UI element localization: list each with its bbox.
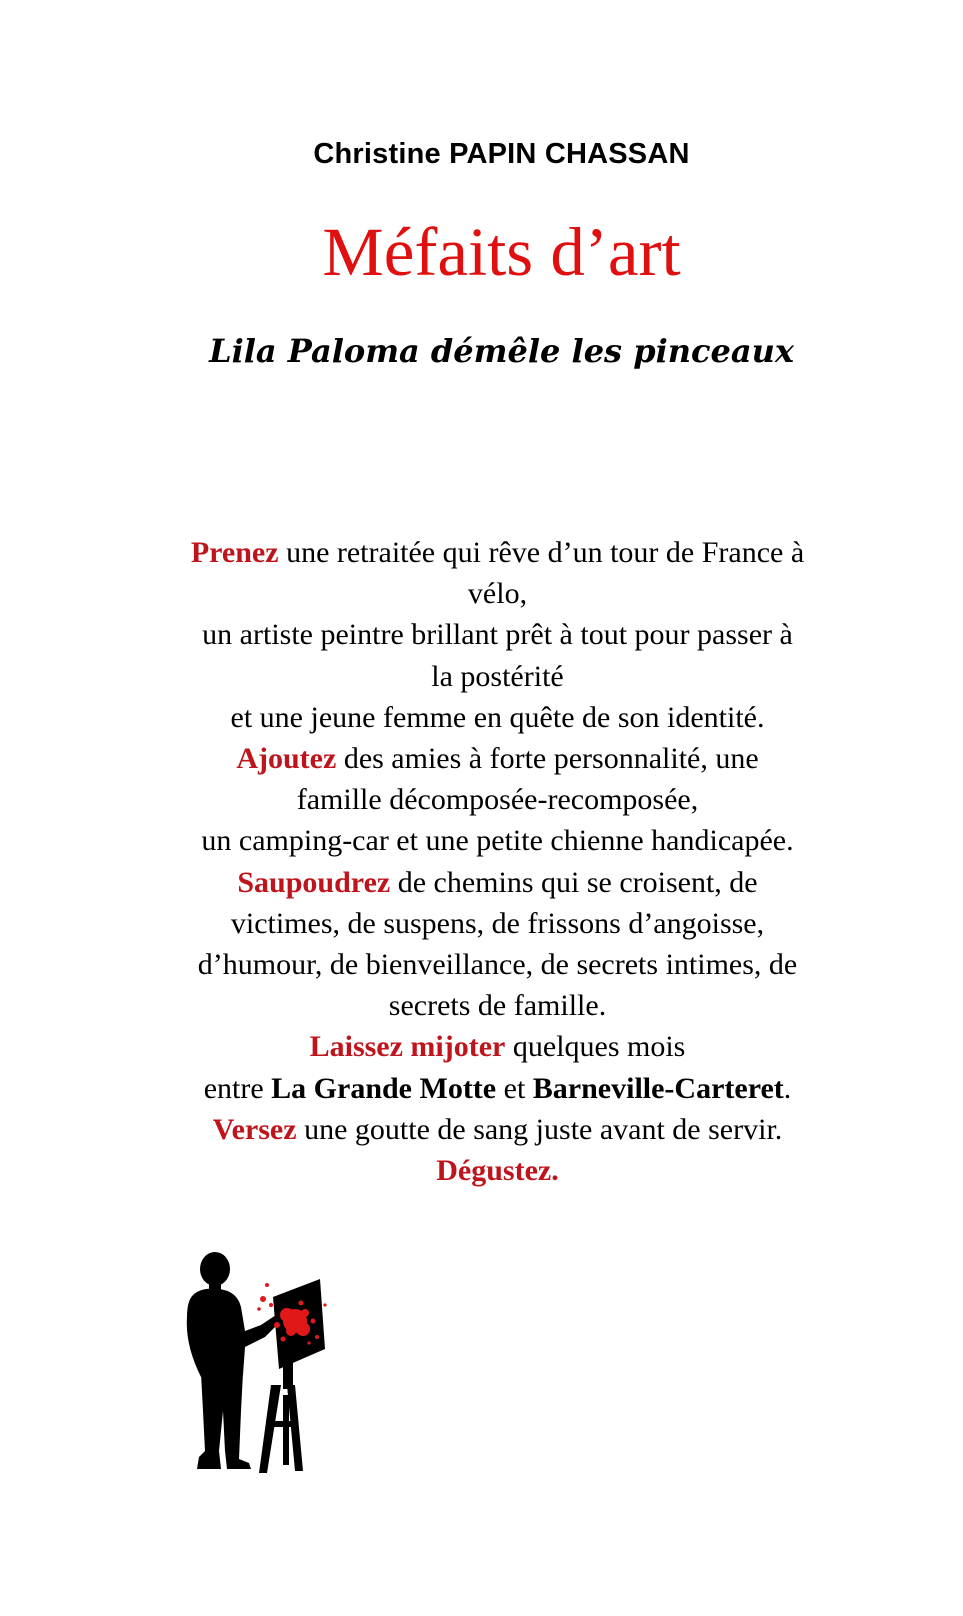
keyword-prenez: Prenez [190, 536, 279, 569]
blurb-text: quelques mois [505, 1030, 686, 1064]
blurb-line [130, 862, 865, 903]
blurb-line [130, 532, 865, 573]
keyword-laissez-mijoter: Laissez mijoter [309, 1030, 506, 1064]
blurb-text: des amies à forte personnalité, une [336, 742, 759, 776]
blurb-line: la postérité [431, 659, 564, 693]
blurb-text: de chemins qui se croisent, de [390, 865, 758, 899]
blurb-text: une goutte de sang juste avant de servir. [296, 1112, 783, 1146]
blurb-text: une retraitée qui rêve d’un tour de France à [278, 536, 805, 569]
place-barneville-carteret: Barneville-Carteret [532, 1071, 784, 1105]
blurb-line: d’humour, de bienveillance, de secrets intimes, de [197, 948, 798, 982]
blurb-text: entre [203, 1071, 272, 1105]
keyword-saupoudrez: Saupoudrez [237, 865, 391, 899]
blurb-line [130, 1068, 865, 1109]
keyword-versez: Versez [212, 1112, 297, 1146]
place-la-grande-motte: La Grande Motte [271, 1071, 497, 1105]
painter-at-easel-silhouette-icon [175, 1245, 375, 1480]
blurb-line: et une jeune femme en quête de son identité. [230, 700, 765, 734]
keyword-degustez: Dégustez. [436, 1154, 559, 1188]
blurb-text: et [496, 1071, 533, 1105]
blurb-line: vélo, [467, 577, 528, 611]
blurb-line: un camping-car et une petite chienne handicapée. [201, 824, 794, 858]
blurb-text: . [783, 1071, 792, 1105]
blurb-line: famille décomposée-recomposée, [296, 783, 699, 817]
blurb-line: secrets de famille. [388, 989, 607, 1023]
keyword-ajoutez: Ajoutez [236, 742, 337, 776]
blurb-line [130, 738, 865, 779]
author-name: Christine PAPIN CHASSAN [313, 138, 690, 170]
blurb-line: un artiste peintre brillant prêt à tout pour passer à [202, 618, 793, 652]
back-cover-blurb [130, 532, 865, 1191]
book-title: Méfaits d’art [322, 214, 681, 290]
blurb-line: victimes, de suspens, de frissons d’angoisse, [230, 906, 765, 940]
book-subtitle: Lila Paloma démêle les pinceaux [209, 332, 794, 370]
blurb-line [130, 1109, 865, 1150]
blurb-line [130, 1026, 865, 1067]
